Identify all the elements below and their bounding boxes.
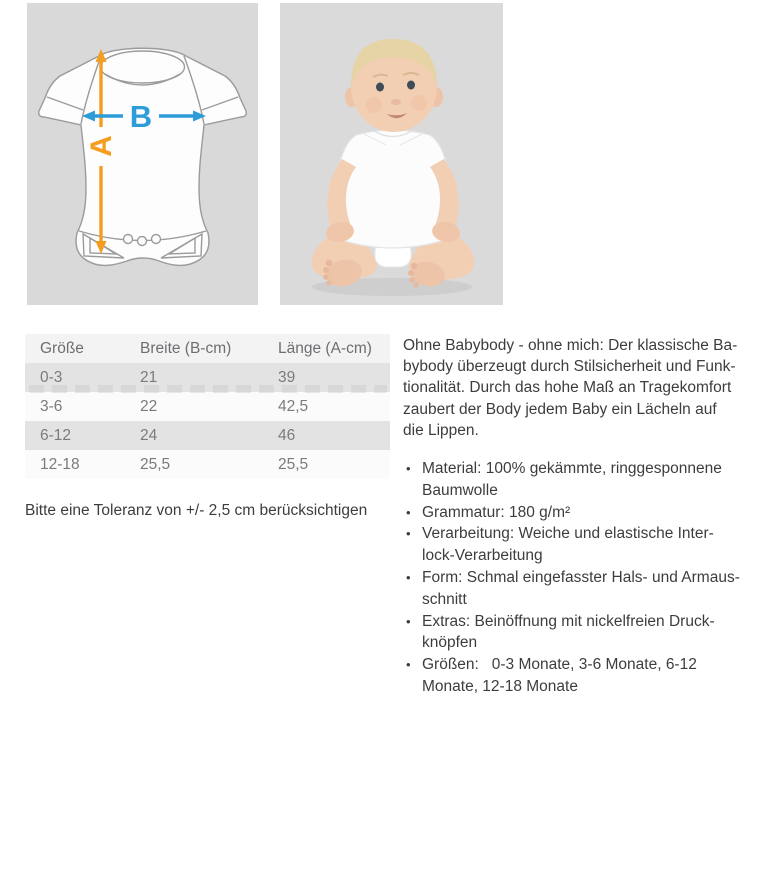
bullet-item: [403, 654, 775, 698]
bodysuit-measure-diagram: [27, 3, 258, 305]
intro-line: bybody überzeugt durch Stilsicherheit und Funk-: [403, 358, 736, 376]
bullet-text: Grammatur: 180 g/m²: [422, 503, 571, 521]
size-diagram-panel: [27, 3, 258, 305]
bullet-item: [403, 502, 775, 524]
bullet-text: Größen: 0-3 Monate, 3-6 Monate, 6-12 Monate, 12-18 Monate: [422, 656, 697, 695]
bullet-item: [403, 523, 775, 567]
product-description: [403, 335, 775, 698]
size-table-body: [25, 363, 390, 479]
table-cell: 12-18: [25, 450, 125, 479]
baby-cheek: [366, 97, 382, 113]
intro-line: die Lippen.: [403, 421, 479, 439]
bullet-text: Extras: Beinöffnung mit nickelfreien Druck- knöpfen: [422, 612, 715, 652]
intro-line: zaubert der Body jedem Baby ein Lächeln auf: [403, 400, 717, 418]
table-row: [25, 392, 390, 421]
table-cell: 25,5: [263, 450, 390, 479]
column-header-groesse: Größe: [25, 334, 125, 363]
table-cell: 25,5: [125, 450, 263, 479]
table-cell: 42,5: [263, 392, 390, 421]
table-cell: 22: [125, 392, 263, 421]
table-cell: 3-6: [25, 392, 125, 421]
bodysuit-body: [39, 48, 247, 265]
description-bullets: [403, 458, 775, 698]
column-header-breite: Breite (B-cm): [125, 334, 263, 363]
table-cell: 39: [263, 363, 390, 392]
measure-label-a: A: [85, 135, 118, 157]
baby-eye: [407, 81, 415, 90]
tolerance-note: Bitte eine Toleranz von +/- 2,5 cm berücksichtigen: [25, 502, 368, 519]
table-row: [25, 450, 390, 479]
column-header-laenge: Länge (A-cm): [263, 334, 390, 363]
bullet-dot: •: [406, 526, 411, 542]
baby-photo-panel: [280, 3, 503, 305]
bullet-dot: •: [406, 570, 411, 585]
measure-label-b: B: [129, 99, 153, 134]
bullet-text: Form: Schmal eingefasster Hals- und Armaus- schnitt: [422, 569, 740, 608]
bullet-dot: •: [406, 461, 411, 477]
bullet-dot: •: [406, 657, 411, 673]
bullet-item: [403, 611, 775, 655]
table-row: [25, 363, 390, 392]
bullet-dot: •: [406, 504, 411, 520]
baby-nose: [391, 99, 401, 105]
bullet-item: [403, 458, 775, 502]
size-table: [25, 334, 390, 479]
table-cell: 46: [263, 421, 390, 450]
bullet-item: [403, 567, 775, 611]
intro-line: Ohne Babybody - ohne mich: Der klassische Ba-: [403, 337, 738, 354]
table-cell: 6-12: [25, 421, 125, 450]
table-cell: 21: [125, 363, 263, 392]
bullet-text: Material: 100% gekämmte, ringgesponnene Baumwolle: [422, 460, 722, 499]
baby-photo: [280, 3, 503, 305]
snap-button: [152, 235, 161, 244]
table-cell: 0-3: [25, 363, 125, 392]
bodysuit-outline-icon: [39, 48, 247, 265]
bullet-dot: •: [406, 613, 411, 629]
description-intro: [403, 335, 775, 441]
intro-line: tionalität. Durch das hohe Maß an Tragekomfort: [403, 379, 732, 397]
baby-head: [345, 39, 443, 132]
size-table-header: [25, 334, 390, 363]
table-row: [25, 421, 390, 450]
table-cell: 24: [125, 421, 263, 450]
baby-cheek: [411, 95, 427, 111]
bullet-text: Verarbeitung: Weiche und elastische Inter- lock-Verarbeitung: [422, 525, 714, 565]
snap-button: [124, 235, 133, 244]
snap-button: [138, 237, 147, 246]
baby-eye: [376, 83, 384, 92]
